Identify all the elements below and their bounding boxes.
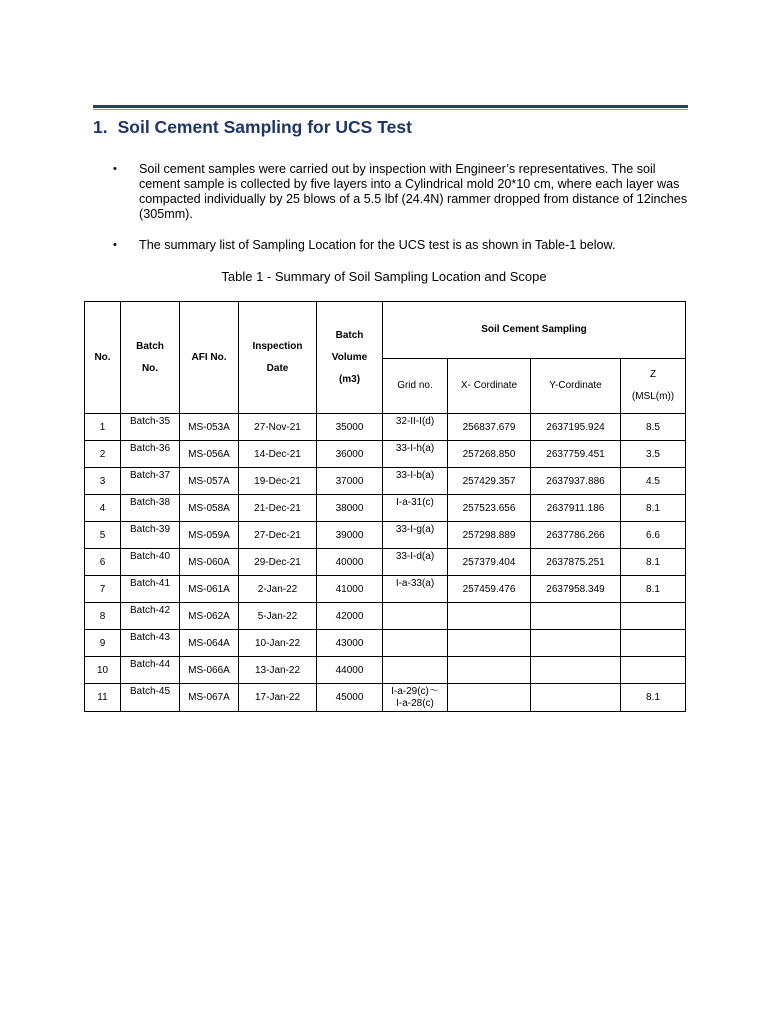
cell-x-coordinate: 257379.404 <box>448 549 531 576</box>
cell-batch-no: Batch-43 <box>121 630 180 657</box>
cell-x-coordinate <box>448 657 531 684</box>
header-grid-no: Grid no. <box>383 359 448 414</box>
bullet-icon: • <box>113 239 117 251</box>
header-volume-line1: Batch <box>335 329 364 341</box>
cell-grid-no: 32-II-I(d) <box>383 414 448 441</box>
cell-grid-no <box>383 684 448 712</box>
cell-no: 6 <box>85 549 121 576</box>
cell-afi-no: MS-061A <box>180 576 239 603</box>
cell-inspection-date: 2-Jan-22 <box>239 576 317 603</box>
cell-x-coordinate: 257268.850 <box>448 441 531 468</box>
cell-no: 9 <box>85 630 121 657</box>
cell-batch-no: Batch-35 <box>121 414 180 441</box>
cell-grid-no: I-a-33(a) <box>383 576 448 603</box>
cell-batch-no: Batch-42 <box>121 603 180 630</box>
cell-z: 4.5 <box>621 468 686 495</box>
section-title: Soil Cement Sampling for UCS Test <box>117 117 412 137</box>
cell-no: 1 <box>85 414 121 441</box>
cell-inspection-date: 13-Jan-22 <box>239 657 317 684</box>
cell-inspection-date: 27-Nov-21 <box>239 414 317 441</box>
header-afi-no: AFI No. <box>180 302 239 414</box>
cell-afi-no: MS-059A <box>180 522 239 549</box>
cell-batch-no: Batch-38 <box>121 495 180 522</box>
bullet-icon: • <box>113 163 117 175</box>
cell-grid-line2: I-a-28(c) <box>396 697 434 709</box>
cell-y-coordinate: 2637958.349 <box>531 576 621 603</box>
cell-z <box>621 630 686 657</box>
cell-y-coordinate <box>531 630 621 657</box>
cell-z <box>621 657 686 684</box>
cell-grid-no <box>383 603 448 630</box>
header-z-line2: (MSL(m)) <box>631 391 675 402</box>
cell-inspection-date: 10-Jan-22 <box>239 630 317 657</box>
cell-batch-volume: 45000 <box>317 684 383 712</box>
sampling-table <box>84 301 686 712</box>
cell-batch-volume: 43000 <box>317 630 383 657</box>
cell-batch-no: Batch-39 <box>121 522 180 549</box>
bullet-text: The summary list of Sampling Location for the UCS test is as shown in Table-1 below. <box>139 238 616 252</box>
cell-no: 8 <box>85 603 121 630</box>
cell-z: 8.1 <box>621 684 686 712</box>
table-row <box>85 630 686 657</box>
cell-no: 2 <box>85 441 121 468</box>
cell-grid-no: 33-I-g(a) <box>383 522 448 549</box>
cell-grid-no: I-a-31(c) <box>383 495 448 522</box>
cell-afi-no: MS-064A <box>180 630 239 657</box>
table-row <box>85 414 686 441</box>
cell-inspection-date: 19-Dec-21 <box>239 468 317 495</box>
cell-batch-volume: 42000 <box>317 603 383 630</box>
cell-grid-no: 33-I-d(a) <box>383 549 448 576</box>
header-inspection-line2: Date <box>266 362 289 374</box>
cell-no: 10 <box>85 657 121 684</box>
cell-z: 8.1 <box>621 576 686 603</box>
table-row <box>85 549 686 576</box>
cell-y-coordinate <box>531 603 621 630</box>
cell-y-coordinate: 2637195.924 <box>531 414 621 441</box>
cell-inspection-date: 5-Jan-22 <box>239 603 317 630</box>
header-volume-line2: Volume <box>331 351 368 363</box>
cell-y-coordinate: 2637911.186 <box>531 495 621 522</box>
cell-x-coordinate <box>448 684 531 712</box>
table-row <box>85 495 686 522</box>
cell-afi-no: MS-056A <box>180 441 239 468</box>
table-row <box>85 657 686 684</box>
header-inspection-line1: Inspection <box>252 340 303 352</box>
cell-grid-line1: I-a-29(c)～ <box>391 685 439 697</box>
cell-x-coordinate: 256837.679 <box>448 414 531 441</box>
cell-y-coordinate: 2637786.266 <box>531 522 621 549</box>
cell-inspection-date: 27-Dec-21 <box>239 522 317 549</box>
cell-no: 3 <box>85 468 121 495</box>
cell-no: 5 <box>85 522 121 549</box>
cell-batch-volume: 38000 <box>317 495 383 522</box>
cell-batch-volume: 35000 <box>317 414 383 441</box>
table-row <box>85 522 686 549</box>
cell-afi-no: MS-062A <box>180 603 239 630</box>
cell-grid-no: 33-I-h(a) <box>383 441 448 468</box>
cell-batch-volume: 39000 <box>317 522 383 549</box>
cell-z: 8.1 <box>621 495 686 522</box>
cell-batch-volume: 37000 <box>317 468 383 495</box>
cell-no: 4 <box>85 495 121 522</box>
cell-inspection-date: 17-Jan-22 <box>239 684 317 712</box>
cell-batch-no: Batch-44 <box>121 657 180 684</box>
table-row <box>85 603 686 630</box>
cell-inspection-date: 21-Dec-21 <box>239 495 317 522</box>
cell-no: 7 <box>85 576 121 603</box>
header-x-coordinate: X- Cordinate <box>448 359 531 414</box>
cell-afi-no: MS-066A <box>180 657 239 684</box>
cell-x-coordinate: 257429.357 <box>448 468 531 495</box>
header-y-coordinate: Y-Cordinate <box>531 359 621 414</box>
cell-afi-no: MS-053A <box>180 414 239 441</box>
cell-batch-volume: 41000 <box>317 576 383 603</box>
cell-x-coordinate <box>448 630 531 657</box>
cell-x-coordinate: 257459.476 <box>448 576 531 603</box>
cell-batch-no: Batch-45 <box>121 684 180 712</box>
section-number: 1. <box>93 117 108 137</box>
cell-z: 6.6 <box>621 522 686 549</box>
cell-batch-no: Batch-41 <box>121 576 180 603</box>
cell-y-coordinate <box>531 657 621 684</box>
cell-batch-volume: 40000 <box>317 549 383 576</box>
cell-afi-no: MS-058A <box>180 495 239 522</box>
header-inspection-date <box>239 302 317 414</box>
cell-batch-no: Batch-40 <box>121 549 180 576</box>
cell-y-coordinate: 2637759.451 <box>531 441 621 468</box>
cell-batch-no: Batch-37 <box>121 468 180 495</box>
header-rule-thin <box>93 109 688 110</box>
cell-grid-no <box>383 630 448 657</box>
cell-afi-no: MS-067A <box>180 684 239 712</box>
table-caption: Table 1 - Summary of Soil Sampling Location and Scope <box>221 269 547 284</box>
cell-z: 3.5 <box>621 441 686 468</box>
cell-no: 11 <box>85 684 121 712</box>
cell-y-coordinate: 2637937.886 <box>531 468 621 495</box>
header-z-line1: Z <box>649 369 657 380</box>
table-row <box>85 468 686 495</box>
cell-z: 8.1 <box>621 549 686 576</box>
header-rule <box>93 105 688 108</box>
cell-y-coordinate <box>531 684 621 712</box>
cell-inspection-date: 14-Dec-21 <box>239 441 317 468</box>
header-soil-cement-sampling: Soil Cement Sampling <box>383 302 686 359</box>
cell-afi-no: MS-060A <box>180 549 239 576</box>
cell-grid-no <box>383 657 448 684</box>
header-batch-volume <box>317 302 383 414</box>
cell-x-coordinate <box>448 603 531 630</box>
cell-z <box>621 603 686 630</box>
cell-z: 8.5 <box>621 414 686 441</box>
cell-x-coordinate: 257298.889 <box>448 522 531 549</box>
cell-y-coordinate: 2637875.251 <box>531 549 621 576</box>
bullet-text: Soil cement samples were carried out by inspection with Engineer’s representatives. The soil cement sample is collected by five layers into a Cylindrical mold 20*10 cm, where each layer was compacted individually by 25 blows of a 5.5 lbf (24.4N) rammer dropped from distance of 12inches (305mm). <box>139 162 688 221</box>
cell-batch-no: Batch-36 <box>121 441 180 468</box>
header-no: No. <box>85 302 121 414</box>
cell-inspection-date: 29-Dec-21 <box>239 549 317 576</box>
cell-batch-volume: 44000 <box>317 657 383 684</box>
bullet-list <box>113 162 688 269</box>
header-batch-no <box>121 302 180 414</box>
section-heading <box>93 117 412 138</box>
cell-grid-no: 33-I-b(a) <box>383 468 448 495</box>
table-row <box>85 441 686 468</box>
header-batch-no-line2: No. <box>141 362 159 374</box>
cell-batch-volume: 36000 <box>317 441 383 468</box>
table-row <box>85 576 686 603</box>
bullet-item <box>113 238 688 253</box>
header-z <box>621 359 686 414</box>
cell-x-coordinate: 257523.656 <box>448 495 531 522</box>
bullet-item <box>113 162 688 222</box>
table-row <box>85 684 686 712</box>
cell-afi-no: MS-057A <box>180 468 239 495</box>
header-volume-line3: (m3) <box>338 373 361 385</box>
header-batch-no-line1: Batch <box>136 340 164 352</box>
